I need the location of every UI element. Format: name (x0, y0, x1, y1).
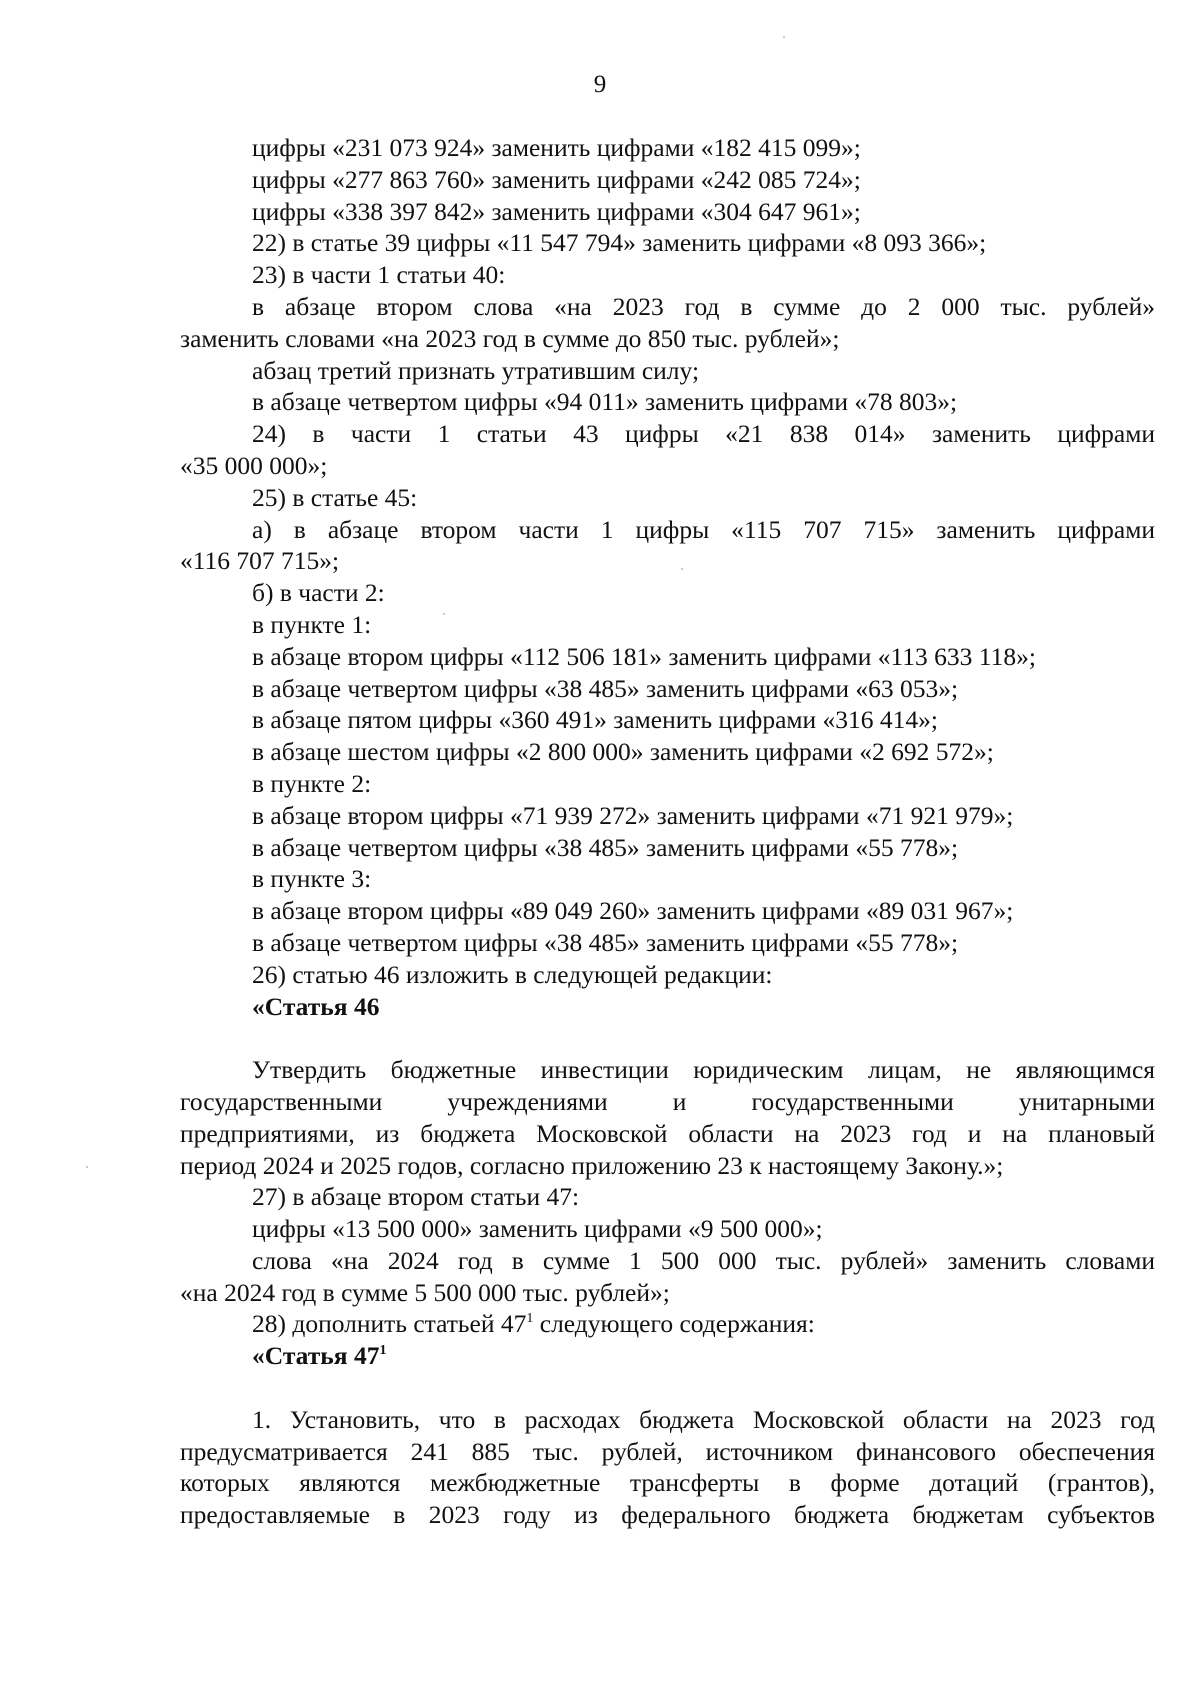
text-line: в пункте 1: (252, 609, 372, 639)
text-line: в пункте 3: (252, 864, 372, 894)
text-line: которых являются межбюджетные трансферты в форме дотаций (грантов), (180, 1468, 1155, 1498)
scan-speck (783, 36, 785, 38)
text-line: заменить словами «на 2023 год в сумме до 850 тыс. рублей»; (180, 323, 840, 353)
text-line: «на 2024 год в сумме 5 500 000 тыс. рублей»; (180, 1277, 670, 1307)
text-line: период 2024 и 2025 годов, согласно приложению 23 к настоящему Закону.»; (180, 1150, 1004, 1180)
text-line: «116 707 715»; (180, 546, 340, 576)
text-line: Утвердить бюджетные инвестиции юридическим лицам, не являющимся (252, 1055, 1155, 1085)
text-line: цифры «231 073 924» заменить цифрами «182 415 099»; (252, 133, 861, 162)
list-item-27: 27) в абзаце втором статьи 47: (252, 1182, 580, 1212)
text-line: в пункте 2: (252, 768, 372, 798)
scan-speck (681, 568, 683, 570)
text-line: цифры «338 397 842» заменить цифрами «304 647 961»; (252, 196, 861, 226)
paragraph-gap (180, 1022, 1155, 1054)
text-line: цифры «277 863 760» заменить цифрами «242 085 724»; (252, 164, 861, 194)
scan-speck (86, 1166, 88, 1168)
text-line: в абзаце втором цифры «89 049 260» заменить цифрами «89 031 967»; (252, 896, 1014, 926)
list-item-26: 26) статью 46 изложить в следующей редакции: (252, 959, 773, 989)
text-line: 1. Установить, что в расходах бюджета Московской области на 2023 год (252, 1404, 1155, 1434)
text-line: цифры «13 500 000» заменить цифрами «9 500 000»; (252, 1214, 823, 1244)
article-47-1-heading (180, 1340, 1155, 1372)
text-line: в абзаце четвертом цифры «94 011» заменить цифрами «78 803»; (252, 387, 958, 417)
article-46-heading: «Статья 46 (252, 991, 380, 1021)
text-line: абзац третий признать утратившим силу; (252, 355, 700, 385)
text-line: в абзаце четвертом цифры «38 485» заменить цифрами «55 778»; (252, 927, 959, 957)
text-line: в абзаце шестом цифры «2 800 000» заменить цифрами «2 692 572»; (252, 737, 994, 767)
text-line: предусматривается 241 885 тыс. рублей, источником финансового обеспечения (180, 1436, 1155, 1466)
text-segment: следующего содержания: (533, 1309, 815, 1339)
list-item-25: 25) в статье 45: (252, 482, 418, 512)
text-line: в абзаце четвертом цифры «38 485» заменить цифрами «63 053»; (252, 673, 959, 703)
text-line: государственными учреждениями и государственными унитарными (180, 1086, 1155, 1116)
text-line: предприятиями, из бюджета Московской области на 2023 год и на плановый (180, 1118, 1155, 1148)
text-line: в абзаце четвертом цифры «38 485» заменить цифрами «55 778»; (252, 832, 959, 862)
text-line: предоставляемые в 2023 году из федерального бюджета бюджетам субъектов (180, 1500, 1155, 1530)
text-line: в абзаце втором цифры «71 939 272» заменить цифрами «71 921 979»; (252, 800, 1014, 830)
text-segment: «Статья 47 (252, 1341, 380, 1371)
superscript: 1 (379, 1343, 387, 1359)
text-line: а) в абзаце втором части 1 цифры «115 707 715» заменить цифрами (252, 514, 1155, 544)
page-number: 9 (593, 71, 607, 98)
text-line: слова «на 2024 год в сумме 1 500 000 тыс. рублей» заменить словами (252, 1245, 1155, 1275)
document-body (180, 132, 1155, 1531)
text-line: б) в части 2: (252, 578, 385, 608)
text-line: в абзаце втором цифры «112 506 181» заменить цифрами «113 633 118»; (252, 641, 1036, 671)
list-item-23: 23) в части 1 статьи 40: (252, 260, 506, 290)
text-line: в абзаце втором слова «на 2023 год в сумме до 2 000 тыс. рублей» (252, 291, 1155, 321)
text-line: «35 000 000»; (180, 450, 328, 480)
list-item-22: 22) в статье 39 цифры «11 547 794» заменить цифрами «8 093 366»; (252, 228, 987, 258)
text-segment: 28) дополнить статьей 47 (252, 1309, 527, 1339)
paragraph-gap (180, 1372, 1155, 1404)
scan-speck (443, 613, 445, 615)
list-item-28 (180, 1308, 1155, 1340)
superscript: 1 (526, 1311, 534, 1327)
list-item-24: 24) в части 1 статьи 43 цифры «21 838 014» заменить цифрами (252, 419, 1155, 449)
text-line: в абзаце пятом цифры «360 491» заменить цифрами «316 414»; (252, 705, 939, 735)
